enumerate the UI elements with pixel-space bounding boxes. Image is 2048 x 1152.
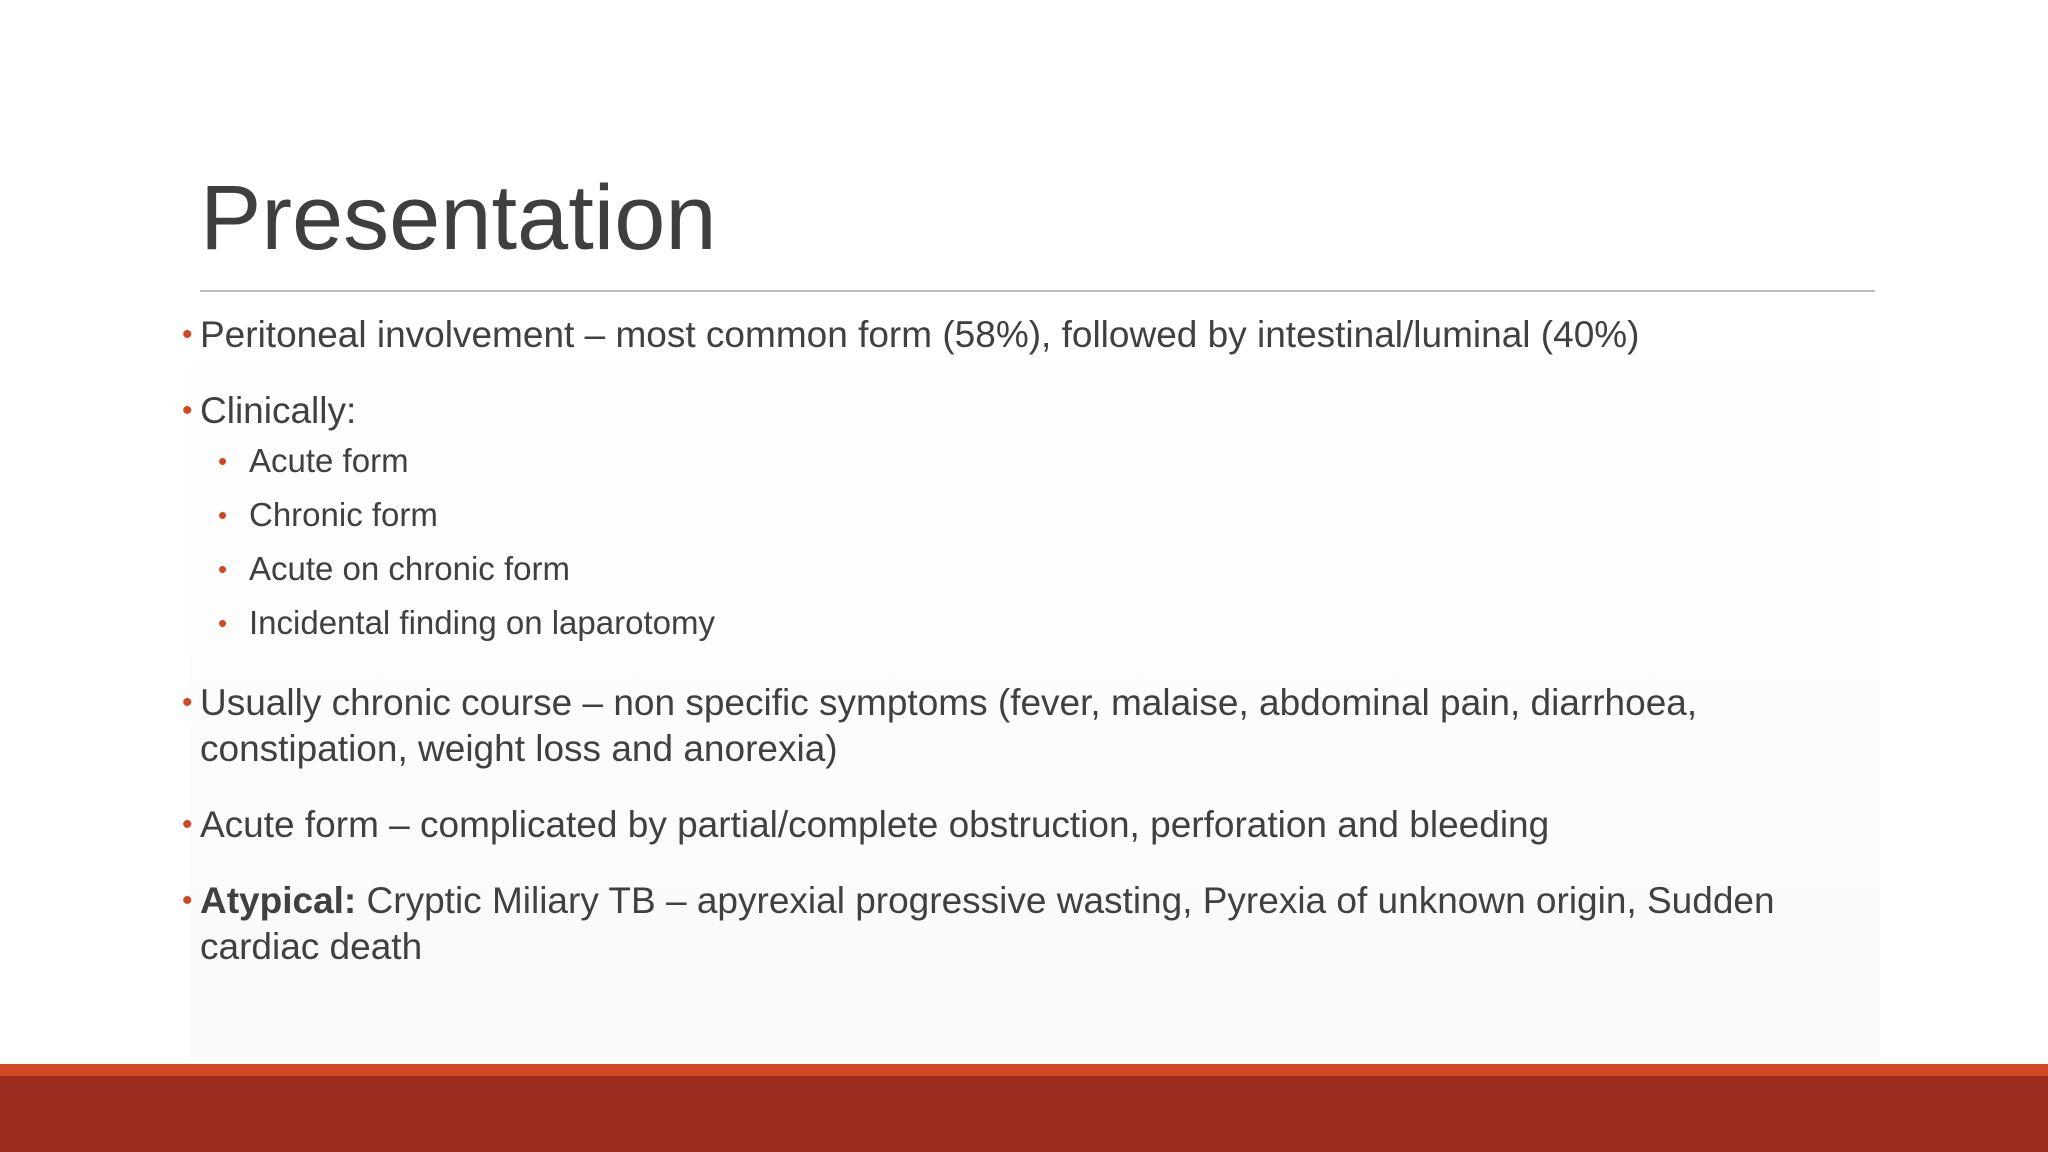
- bullet-icon: •: [182, 318, 193, 351]
- bullet-text: Acute form – complicated by partial/complete obstruction, perforation and bleeding: [200, 804, 1550, 845]
- sub-bullet-text: Incidental finding on laparotomy: [249, 604, 715, 641]
- bullet-item: [180, 802, 1880, 848]
- bullet-list: [180, 312, 1880, 1000]
- bullet-text: Clinically:: [200, 390, 357, 431]
- bullet-item: [180, 680, 1880, 772]
- sub-bullet-list: [180, 434, 1880, 650]
- sub-bullet-text: Chronic form: [249, 496, 438, 533]
- bullet-text: Usually chronic course – non specific symptoms (fever, malaise, abdominal pain, diarrhoea, constipation, weight loss and anorexia): [200, 682, 1698, 769]
- bullet-icon: •: [182, 808, 193, 841]
- bullet-text: Peritoneal involvement – most common form (58%), followed by intestinal/luminal (40%): [200, 314, 1640, 355]
- sub-bullet-icon: •: [218, 608, 228, 638]
- sub-bullet-item: [180, 488, 1880, 542]
- slide-title: Presentation: [200, 167, 717, 269]
- sub-bullet-text: Acute form: [249, 442, 409, 479]
- sub-bullet-item: [180, 434, 1880, 488]
- bullet-icon: •: [182, 884, 193, 917]
- bullet-item: [180, 312, 1880, 358]
- sub-bullet-item: [180, 542, 1880, 596]
- bullet-text: Cryptic Miliary TB – apyrexial progressive wasting, Pyrexia of unknown origin, Sudden cardiac death: [200, 880, 1775, 967]
- title-divider: [200, 290, 1875, 292]
- sub-bullet-icon: •: [218, 446, 228, 476]
- footer-accent-stripe: [0, 1064, 2048, 1076]
- sub-bullet-icon: •: [218, 500, 228, 530]
- sub-bullet-item: [180, 596, 1880, 650]
- bullet-item: [180, 878, 1880, 970]
- sub-bullet-icon: •: [218, 554, 228, 584]
- sub-bullet-text: Acute on chronic form: [249, 550, 570, 587]
- bullet-icon: •: [182, 686, 193, 719]
- bullet-bold-label: Atypical:: [200, 880, 357, 921]
- footer-bar: [0, 1076, 2048, 1152]
- bullet-icon: •: [182, 394, 193, 427]
- bullet-item: [180, 388, 1880, 434]
